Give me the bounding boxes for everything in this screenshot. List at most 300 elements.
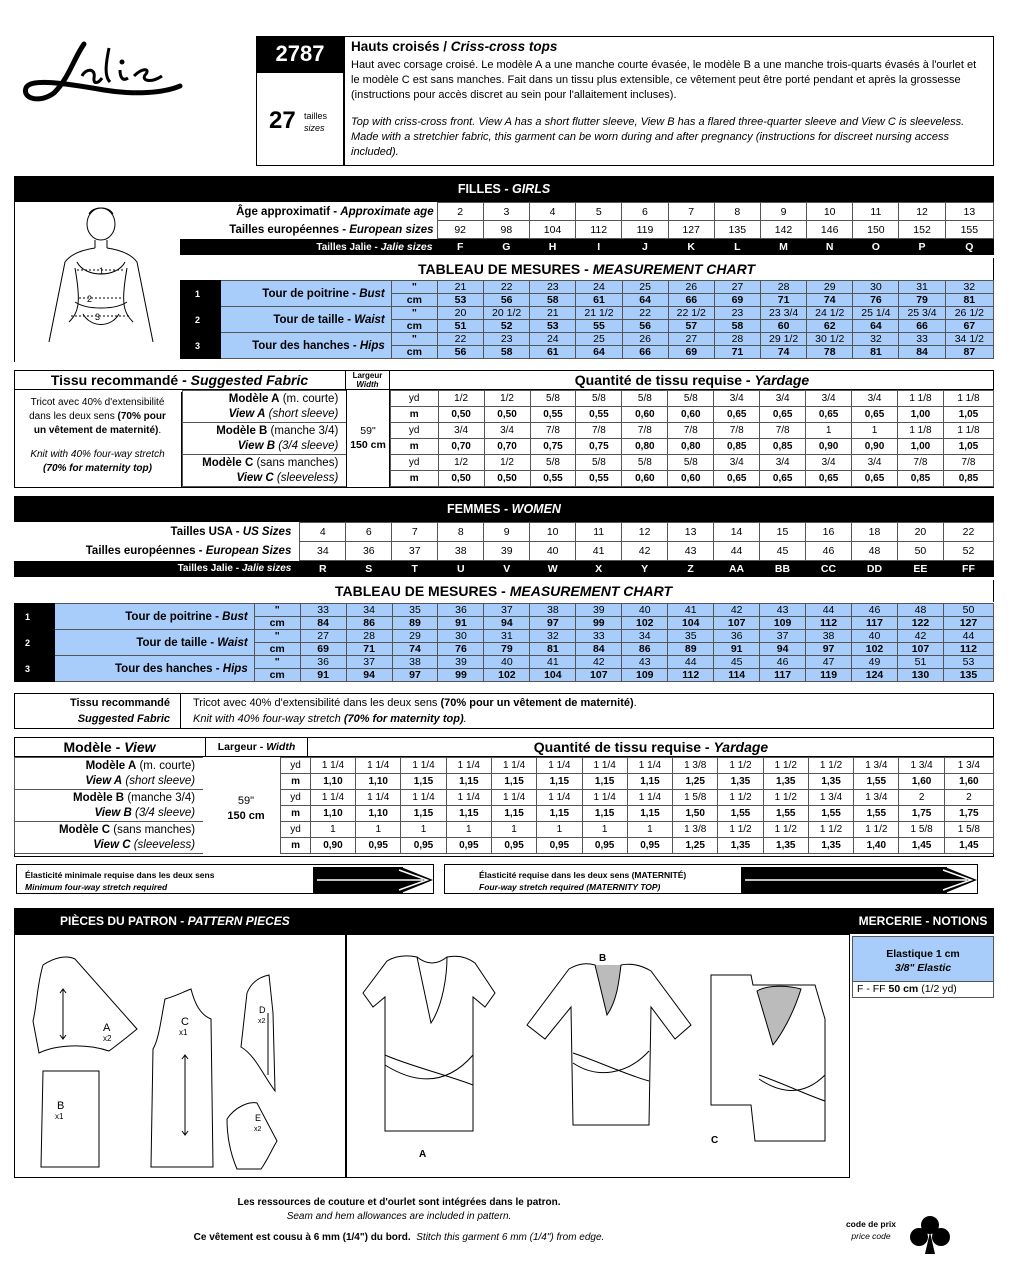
measurement-inch: 30 <box>853 281 899 294</box>
yardage-yd: 1 1/8 <box>898 391 944 407</box>
piece-e-label: E <box>255 1113 262 1123</box>
view-label-fr: Modèle B (manche 3/4) <box>183 423 347 439</box>
yardage-m: 0,50 <box>438 407 484 423</box>
measurement-inch: 36 <box>300 656 346 669</box>
euro-cell: 127 <box>668 221 714 239</box>
jalie-cell: F <box>437 239 483 255</box>
age-cell: 5 <box>576 203 622 221</box>
size-cell: CC <box>806 561 852 577</box>
notions-amount-yd: (1/2 yd) <box>918 983 957 995</box>
yardage-m: 0,55 <box>576 407 622 423</box>
size-cell: 39 <box>484 542 530 561</box>
measurement-inch: 35 <box>668 630 714 643</box>
yardage-yd: 3/4 <box>714 391 760 407</box>
unit-m: m <box>281 806 310 822</box>
notions-amount <box>852 982 994 998</box>
yardage-yd: 2 <box>944 790 993 806</box>
measurement-cm: 71 <box>346 643 392 656</box>
measurement-cm: 74 <box>807 294 853 307</box>
notions-item-en: 3/8" Elastic <box>894 962 952 974</box>
measurement-cm: 84 <box>576 643 622 656</box>
sizes-en: sizes <box>304 123 325 133</box>
measurement-inch: 29 1/2 <box>761 333 807 346</box>
yardage-yd: 7/8 <box>943 455 993 471</box>
yardage-m: 1,15 <box>582 806 627 822</box>
stretch-mat-text <box>479 869 686 893</box>
measurement-cm: 56 <box>484 294 530 307</box>
size-cell: 10 <box>530 523 576 542</box>
measurement-inch: 26 1/2 <box>945 307 993 320</box>
width-spacer <box>203 790 281 806</box>
measurement-number: 2 <box>15 630 55 656</box>
yardage-yd: 3/4 <box>714 455 760 471</box>
women-fabric-block <box>14 693 994 729</box>
age-cell: 2 <box>437 203 483 221</box>
sizes-count: 27 <box>269 107 296 134</box>
stretch-mat-fr: Élasticité requise dans les deux sens (MATERNITÉ) <box>479 870 687 880</box>
size-cell: 34 <box>300 542 346 561</box>
size-cell: 37 <box>392 542 438 561</box>
pieces-banner <box>14 908 994 934</box>
note-fr-1: Tricot avec 40% d'extensibilité <box>30 397 165 408</box>
measurement-cm: 107 <box>714 617 760 630</box>
yardage-yd: 7/8 <box>530 423 576 439</box>
yardage-m: 0,90 <box>310 838 355 854</box>
stretch-min-text <box>25 869 214 893</box>
measurement-inch: 37 <box>760 630 806 643</box>
measurement-inch: 46 <box>852 604 898 617</box>
view-label-en: View B (3/4 sleeve) <box>15 806 204 822</box>
yardage-m: 0,85 <box>760 439 806 455</box>
measurement-cm: 52 <box>484 320 530 333</box>
width-cm: 150 cm <box>350 439 386 451</box>
yardage-yd: 1 1/4 <box>627 790 672 806</box>
yardage-m: 0,70 <box>438 439 484 455</box>
yardage-yd: 5/8 <box>576 391 622 407</box>
jalie-cell: M <box>760 239 806 255</box>
yardage-yd: 1 1/4 <box>627 758 672 774</box>
measurement-inch: 27 <box>300 630 346 643</box>
yardage-yd: 1 <box>310 822 355 838</box>
age-cell: 10 <box>807 203 853 221</box>
measurement-inch: 21 <box>437 281 483 294</box>
size-cell: 42 <box>622 542 668 561</box>
yardage-yd: 1 1/2 <box>763 758 808 774</box>
measurement-cm: 122 <box>898 617 944 630</box>
measurement-inch: 27 <box>714 281 760 294</box>
measurement-cm: 66 <box>899 320 945 333</box>
measurement-cm: 104 <box>530 669 576 682</box>
measurement-cm: 51 <box>437 320 483 333</box>
measurement-cm: 127 <box>943 617 993 630</box>
notions-amount-cm: 50 cm <box>888 983 919 995</box>
measurement-cm: 97 <box>530 617 576 630</box>
women-width-header: Largeur - Width <box>206 737 308 757</box>
measurement-inch: 21 1/2 <box>576 307 622 320</box>
yardage-yd: 1 <box>852 423 898 439</box>
view-label-fr: Modèle A (m. courte) <box>183 391 347 407</box>
measurement-cm: 71 <box>714 346 760 359</box>
yardage-m: 0,55 <box>576 471 622 487</box>
size-cell: 8 <box>438 523 484 542</box>
yardage-yd: 1 3/4 <box>899 758 944 774</box>
yardage-yd: 1 1/4 <box>446 790 491 806</box>
yardage-m: 0,95 <box>537 838 582 854</box>
measurement-inch: 40 <box>484 656 530 669</box>
measurement-inch: 49 <box>852 656 898 669</box>
yardage-m: 0,75 <box>530 439 576 455</box>
yardage-yd: 3/4 <box>806 455 852 471</box>
measurement-cm: 99 <box>576 617 622 630</box>
piece-b-label: B <box>57 1100 65 1112</box>
unit-inch: " <box>254 630 300 643</box>
yardage-m: 1,15 <box>491 806 536 822</box>
measurement-cm: 94 <box>760 643 806 656</box>
notions-title: MERCERIE - NOTIONS <box>858 914 988 928</box>
size-cell: 16 <box>806 523 852 542</box>
measurement-cm: 99 <box>438 669 484 682</box>
size-cell: 36 <box>346 542 392 561</box>
measurement-cm: 112 <box>806 617 852 630</box>
measurement-inch: 42 <box>714 604 760 617</box>
yardage-m: 0,50 <box>484 407 530 423</box>
measurement-row <box>15 630 994 643</box>
girls-yardage-table <box>182 390 994 487</box>
measurement-cm: 69 <box>714 294 760 307</box>
unit-cm: cm <box>391 294 437 307</box>
girls-fabric-title: Tissu recommandé - Suggested Fabric <box>14 370 346 390</box>
footer-stitch <box>14 1232 784 1243</box>
width-spacer <box>346 391 390 407</box>
measurement-inch: 43 <box>622 656 668 669</box>
age-cell: 13 <box>945 203 993 221</box>
measurement-cm: 94 <box>484 617 530 630</box>
measurement-inch: 51 <box>898 656 944 669</box>
unit-m: m <box>390 407 438 423</box>
pieces-title-fr: PIÈCES DU PATRON - <box>60 914 188 928</box>
yardage-m: 1,55 <box>854 774 899 790</box>
width-in: 59" <box>360 425 376 437</box>
euro-cell: 135 <box>714 221 760 239</box>
yardage-yd: 1 1/4 <box>446 758 491 774</box>
measurement-cm: 69 <box>300 643 346 656</box>
measurement-cm: 55 <box>576 320 622 333</box>
size-cell: 15 <box>760 523 806 542</box>
measurement-inch: 25 1/4 <box>853 307 899 320</box>
size-cell: 13 <box>668 523 714 542</box>
measurement-cm: 61 <box>576 294 622 307</box>
yardage-row-m <box>183 471 994 487</box>
measurement-inch: 32 <box>945 281 993 294</box>
size-cell: 52 <box>943 542 993 561</box>
measurement-inch: 50 <box>943 604 993 617</box>
women-jalie-row <box>14 561 994 577</box>
women-width-in: 59" <box>237 795 255 807</box>
yardage-yd: 1 1/4 <box>537 758 582 774</box>
piece-e-count: x2 <box>254 1126 262 1133</box>
size-cell: FF <box>943 561 993 577</box>
yardage-m: 1,15 <box>446 806 491 822</box>
measurement-inch: 28 <box>714 333 760 346</box>
women-banner-en: WOMEN <box>511 502 561 516</box>
notions-item-fr: Elastique 1 cm <box>886 948 960 960</box>
measurement-inch: 24 <box>576 281 622 294</box>
garment-views-icon <box>347 935 849 1177</box>
yardage-yd: 1/2 <box>484 391 530 407</box>
women-width-cm: 150 cm <box>227 810 265 822</box>
yardage-m: 0,65 <box>760 407 806 423</box>
jalie-cell: H <box>529 239 575 255</box>
view-label-fr: Modèle A (m. courte) <box>15 758 204 774</box>
yardage-row <box>15 790 994 806</box>
measurement-inch: 44 <box>668 656 714 669</box>
yardage-m: 0,95 <box>582 838 627 854</box>
yardage-yd: 1 3/4 <box>854 758 899 774</box>
yardage-yd: 7/8 <box>760 423 806 439</box>
measurement-label: Tour de poitrine - Bust <box>54 604 254 630</box>
yardage-m: 1,35 <box>808 838 853 854</box>
unit-cm: cm <box>254 617 300 630</box>
measurement-inch: 33 <box>300 604 346 617</box>
euro-cell: 150 <box>853 221 899 239</box>
measurement-cm: 102 <box>852 643 898 656</box>
size-cell: 4 <box>300 523 346 542</box>
svg-text:1: 1 <box>99 266 105 276</box>
yardage-yd: 1/2 <box>438 455 484 471</box>
yardage-m: 1,15 <box>627 774 672 790</box>
yardage-m: 1,75 <box>899 806 944 822</box>
yardage-yd: 1 <box>806 423 852 439</box>
jalie-cell: J <box>622 239 668 255</box>
jalie-cell: G <box>483 239 529 255</box>
measurement-cm: 91 <box>714 643 760 656</box>
yardage-m: 1,75 <box>944 806 993 822</box>
yardage-yd: 5/8 <box>530 391 576 407</box>
yardage-yd: 1 1/2 <box>854 822 899 838</box>
unit-m: m <box>390 439 438 455</box>
yardage-yd: 1 1/8 <box>898 423 944 439</box>
piece-c-count: x1 <box>179 1028 188 1037</box>
measurement-inch: 33 <box>576 630 622 643</box>
measurement-inch: 28 <box>761 281 807 294</box>
yardage-m: 0,60 <box>668 471 714 487</box>
width-spacer <box>346 407 390 423</box>
measurement-cm: 58 <box>484 346 530 359</box>
yardage-m: 0,50 <box>484 471 530 487</box>
measurement-row <box>15 604 994 617</box>
body-figure-icon <box>15 202 181 362</box>
size-cell: 18 <box>851 523 897 542</box>
fabric-title-en: Suggested Fabric <box>77 713 170 725</box>
yardage-row <box>15 822 994 838</box>
size-cell: 7 <box>392 523 438 542</box>
sizes-box <box>256 72 344 166</box>
arrow-right-icon <box>313 865 435 895</box>
yardage-m: 1,05 <box>943 439 993 455</box>
girls-banner <box>14 176 994 202</box>
measurement-inch: 41 <box>668 604 714 617</box>
stretch-gauge-maternity <box>444 864 978 894</box>
yardage-yd: 1 5/8 <box>899 822 944 838</box>
yardage-row-m <box>15 774 994 790</box>
size-cell: Y <box>622 561 668 577</box>
measurement-inch: 25 <box>622 281 668 294</box>
view-label-fr: Modèle C (sans manches) <box>183 455 347 471</box>
measurement-inch: 20 <box>437 307 483 320</box>
yardage-m: 0,85 <box>898 471 944 487</box>
yardage-m: 1,15 <box>491 774 536 790</box>
yardage-yd: 2 <box>899 790 944 806</box>
size-cell: 46 <box>806 542 852 561</box>
girls-width-header <box>346 370 390 390</box>
yardage-yd: 1 3/8 <box>673 822 718 838</box>
girls-banner-fr: FILLES - <box>457 182 512 196</box>
unit-yd: yd <box>281 758 310 774</box>
measurement-inch: 22 <box>437 333 483 346</box>
measurement-inch: 26 <box>668 281 714 294</box>
unit-cm: cm <box>391 346 437 359</box>
size-cell: S <box>346 561 392 577</box>
yardage-m: 1,35 <box>718 774 763 790</box>
size-cell: AA <box>714 561 760 577</box>
yardage-yd: 1 1/4 <box>491 790 536 806</box>
view-b-label: B <box>599 953 607 964</box>
yardage-m: 1,10 <box>310 774 355 790</box>
measurement-cm: 78 <box>807 346 853 359</box>
size-label: Tailles européennes - European Sizes <box>85 545 292 557</box>
yardage-yd: 1 3/4 <box>854 790 899 806</box>
measurement-cm: 117 <box>760 669 806 682</box>
measurement-inch: 29 <box>807 281 853 294</box>
size-cell: 43 <box>668 542 714 561</box>
girls-fabric-note <box>14 392 182 488</box>
yardage-m: 0,55 <box>530 407 576 423</box>
measurement-inch: 30 1/2 <box>807 333 853 346</box>
measurement-cm: 130 <box>898 669 944 682</box>
jalie-cell: N <box>807 239 853 255</box>
jalie-label: Tailles Jalie - Jalie sizes <box>180 239 437 255</box>
size-cell: Z <box>668 561 714 577</box>
measurement-inch: 36 <box>438 604 484 617</box>
measurement-cm: 74 <box>392 643 438 656</box>
yardage-yd: 1 1/4 <box>356 790 401 806</box>
yardage-yd: 7/8 <box>576 423 622 439</box>
yardage-m: 0,90 <box>806 439 852 455</box>
piece-a-label: A <box>103 1022 111 1034</box>
yardage-yd: 1 1/2 <box>718 822 763 838</box>
pattern-number: 2787 <box>256 36 344 72</box>
width-spacer <box>346 471 390 487</box>
jalie-cell: I <box>576 239 622 255</box>
yardage-row-m <box>183 407 994 423</box>
yardage-m: 1,15 <box>401 774 446 790</box>
measurement-cm: 84 <box>300 617 346 630</box>
measurement-cm: 53 <box>437 294 483 307</box>
women-euro-row <box>14 542 994 561</box>
age-cell: 3 <box>483 203 529 221</box>
stretch-min-en: Minimum four-way stretch required <box>25 882 168 892</box>
measurement-label: Tour des hanches - Hips <box>54 656 254 682</box>
yardage-row <box>15 758 994 774</box>
girls-yardage-title: Quantité de tissu requise - Yardage <box>390 370 994 390</box>
measurement-cm: 86 <box>346 617 392 630</box>
measurement-cm: 119 <box>806 669 852 682</box>
measurement-cm: 107 <box>576 669 622 682</box>
yardage-m: 0,65 <box>806 471 852 487</box>
unit-yd: yd <box>281 822 310 838</box>
measurement-inch: 32 <box>530 630 576 643</box>
unit-cm: cm <box>254 669 300 682</box>
measurement-row <box>181 307 994 320</box>
euro-cell: 152 <box>899 221 945 239</box>
yardage-m: 0,85 <box>943 471 993 487</box>
yardage-row <box>183 423 994 439</box>
view-label-en: View C (sleeveless) <box>15 838 204 854</box>
note-en-2: (70% for maternity top) <box>43 463 152 474</box>
unit-m: m <box>281 774 310 790</box>
measurement-inch: 40 <box>622 604 668 617</box>
measurement-inch: 22 1/2 <box>668 307 714 320</box>
euro-cell: 92 <box>437 221 483 239</box>
yardage-m: 1,15 <box>627 806 672 822</box>
yardage-m: 1,45 <box>899 838 944 854</box>
yardage-m: 1,35 <box>718 838 763 854</box>
measurement-inch: 25 <box>576 333 622 346</box>
age-cell: 6 <box>622 203 668 221</box>
yardage-m: 0,65 <box>714 471 760 487</box>
yardage-m: 0,80 <box>668 439 714 455</box>
measurement-inch: 20 1/2 <box>484 307 530 320</box>
yardage-yd: 1 1/4 <box>537 790 582 806</box>
yardage-yd: 3/4 <box>484 423 530 439</box>
title-en: Criss-cross tops <box>450 39 558 54</box>
price-code-fr: code de prix <box>845 1219 897 1229</box>
age-label: Âge approximatif - Approximate age <box>236 205 434 218</box>
stretch-min-fr: Élasticité minimale requise dans les deux sens <box>25 870 215 880</box>
girls-measurement-table <box>180 280 994 359</box>
stretch-gauge-min <box>16 864 434 894</box>
size-cell: 20 <box>897 523 943 542</box>
measurement-cm: 97 <box>806 643 852 656</box>
women-fabric-note <box>193 695 637 727</box>
footer-allowances <box>14 1196 784 1224</box>
yardage-m: 1,10 <box>356 806 401 822</box>
size-cell: 9 <box>484 523 530 542</box>
measurement-inch: 25 3/4 <box>899 307 945 320</box>
measurement-inch: 34 <box>346 604 392 617</box>
measurement-cm: 74 <box>761 346 807 359</box>
yardage-m: 1,25 <box>673 838 718 854</box>
measurement-inch: 23 <box>530 281 576 294</box>
measurement-row <box>181 333 994 346</box>
price-code-en: price code <box>851 1231 891 1241</box>
jalie-logo-icon <box>14 38 184 108</box>
girls-euro-row <box>180 221 994 239</box>
footer-line1-fr: Les ressources de couture et d'ourlet sont intégrées dans le patron. <box>237 1197 561 1208</box>
measurement-number: 1 <box>15 604 55 630</box>
yardage-yd: 1 <box>582 822 627 838</box>
yardage-m: 0,70 <box>484 439 530 455</box>
yardage-m: 0,80 <box>622 439 668 455</box>
measurement-cm: 71 <box>761 294 807 307</box>
measurement-cm: 104 <box>668 617 714 630</box>
width-spacer <box>203 774 281 790</box>
yardage-yd: 3/4 <box>806 391 852 407</box>
yardage-yd: 1/2 <box>484 455 530 471</box>
unit-yd: yd <box>390 455 438 471</box>
yardage-yd: 1 3/4 <box>944 758 993 774</box>
women-fabric-title <box>15 694 181 728</box>
